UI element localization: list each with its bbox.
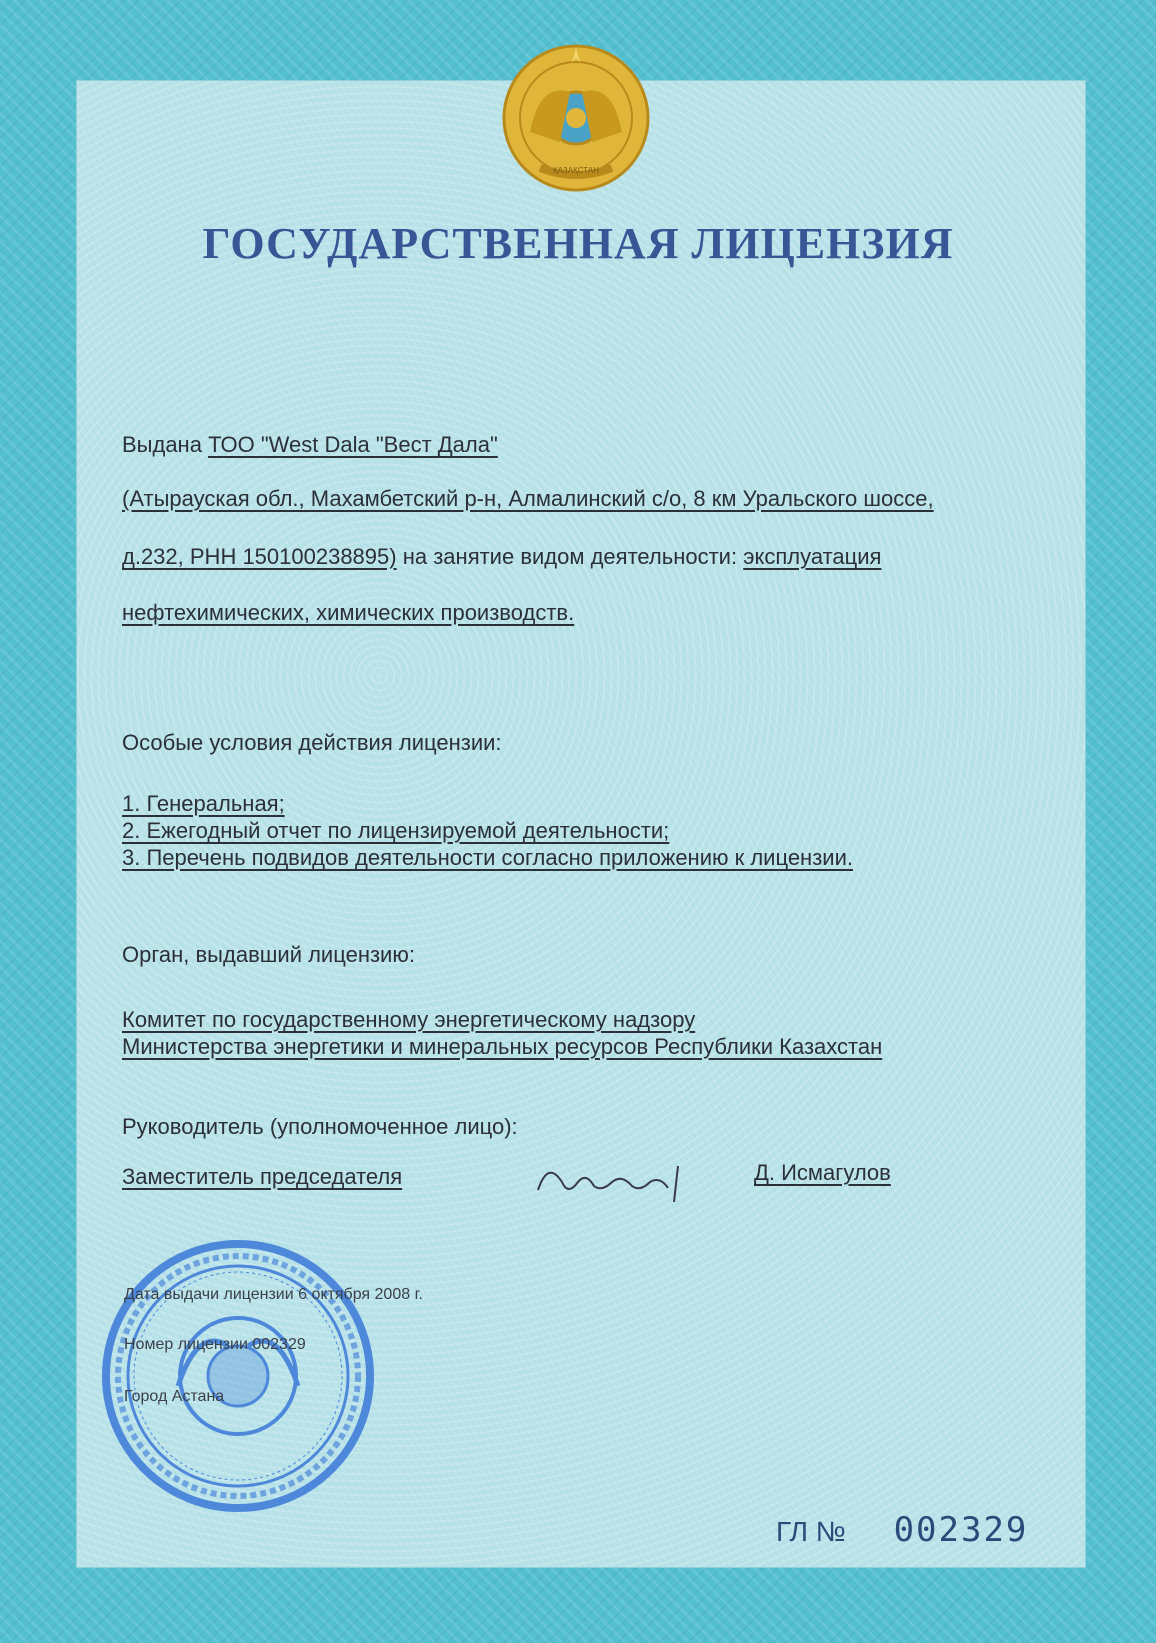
form-number bbox=[776, 1510, 1028, 1550]
head-position: Заместитель председателя bbox=[122, 1164, 403, 1189]
issued-line bbox=[122, 432, 498, 458]
condition-item: 1. Генеральная; bbox=[122, 791, 285, 816]
address-line-2 bbox=[122, 544, 881, 570]
conditions-heading: Особые условия действия лицензии: bbox=[122, 730, 502, 755]
issued-prefix: Выдана bbox=[122, 432, 202, 457]
authority-line-1: Комитет по государственному энергетическому надзору bbox=[122, 1007, 696, 1032]
issue-date: Дата выдачи лицензии 6 октября 2008 г. bbox=[124, 1286, 423, 1303]
activity-part-1: эксплуатация bbox=[743, 544, 882, 569]
conditions-list bbox=[122, 790, 853, 871]
company-name: ТОО "West Dala "Вест Дала" bbox=[208, 432, 498, 457]
page-title: ГОСУДАРСТВЕННАЯ ЛИЦЕНЗИЯ bbox=[202, 219, 954, 268]
head-name: Д. Исмагулов bbox=[754, 1160, 891, 1185]
form-label: ГЛ № bbox=[776, 1516, 846, 1547]
condition-item: 3. Перечень подвидов деятельности согласно приложению к лицензии. bbox=[122, 845, 853, 870]
form-serial: 002329 bbox=[893, 1510, 1029, 1550]
condition-item: 2. Ежегодный отчет по лицензируемой деятельности; bbox=[122, 818, 670, 843]
address-rnn: д.232, РНН 150100238895) bbox=[122, 544, 397, 569]
authority-line-2: Министерства энергетики и минеральных ресурсов Республики Казахстан bbox=[122, 1034, 883, 1059]
official-stamp-icon bbox=[98, 1236, 378, 1516]
activity-part-2: нефтехимических, химических производств. bbox=[122, 600, 575, 625]
address-line-1: (Атырауская обл., Махамбетский р-н, Алмалинский с/о, 8 км Уральского шоссе, bbox=[122, 486, 934, 511]
head-heading: Руководитель (уполномоченное лицо): bbox=[122, 1114, 518, 1139]
state-emblem-icon bbox=[500, 42, 652, 194]
authority-heading: Орган, выдавший лицензию: bbox=[122, 942, 415, 967]
license-number: Номер лицензии 002329 bbox=[124, 1336, 306, 1353]
issue-city: Город Астана bbox=[124, 1388, 225, 1405]
authority-block bbox=[122, 1006, 882, 1060]
svg-text:ҚАЗАҚСТАН: ҚАЗАҚСТАН bbox=[553, 166, 599, 175]
activity-prefix: на занятие видом деятельности: bbox=[402, 544, 738, 569]
signature-icon bbox=[528, 1152, 708, 1212]
